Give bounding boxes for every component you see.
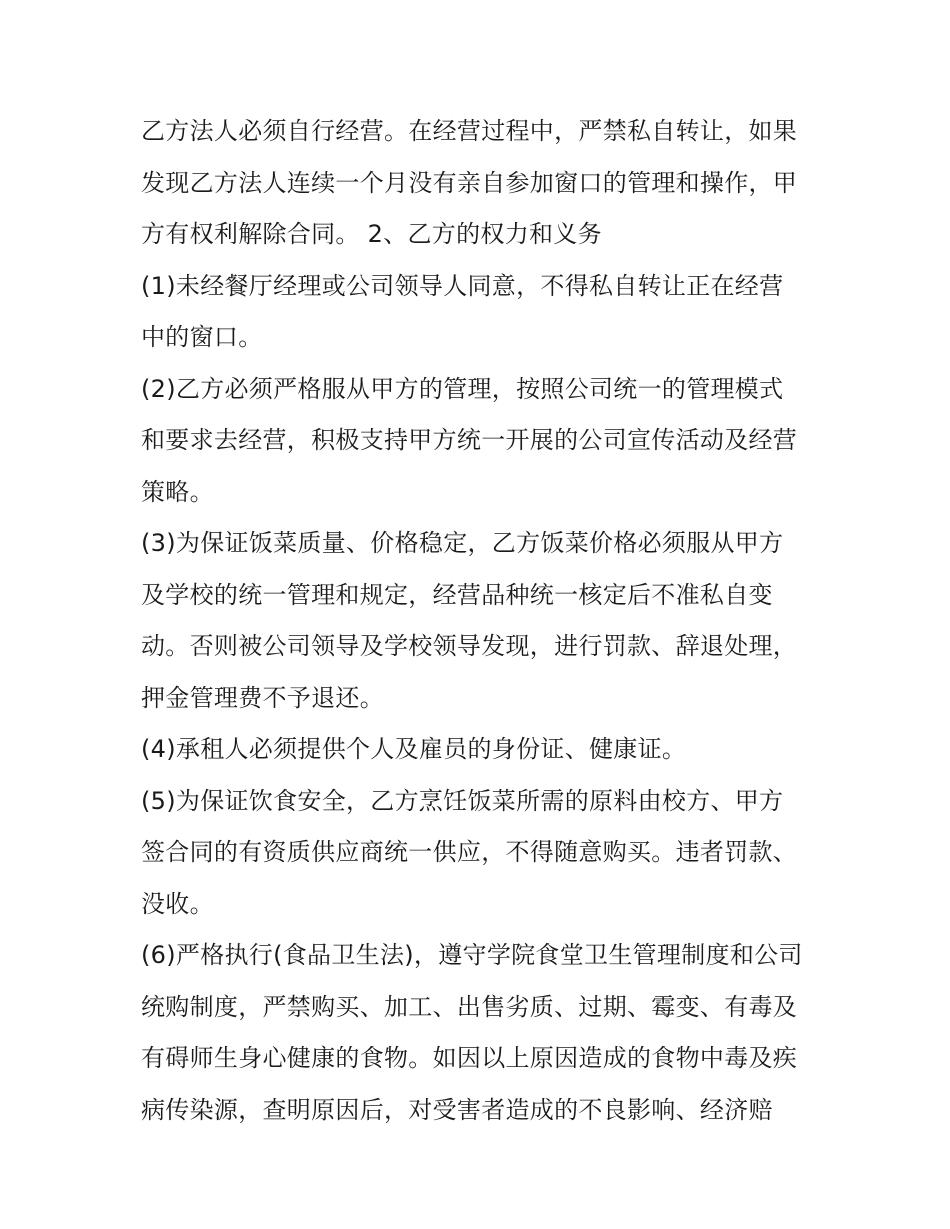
- text-line: 和要求去经营，积极支持甲方统一开展的公司宣传活动及经营: [141, 426, 798, 454]
- text-line: 中的窗口。: [141, 323, 263, 351]
- text-line: 押金管理费不予退还。: [141, 683, 384, 712]
- text-line: 统购制度，严禁购买、加工、出售劣质、过期、霉变、有毒及: [141, 992, 798, 1021]
- text-line: (4)承租人必须提供个人及雇员的身份证、健康证。: [141, 735, 687, 763]
- text-line: 病传染源，查明原因后，对受害者造成的不良影响、经济赔: [141, 1095, 773, 1124]
- text-line: 没收。: [141, 889, 214, 918]
- text-line: (2)乙方必须严格服从甲方的管理，按照公司统一的管理模式: [141, 374, 784, 403]
- text-line: 乙方法人必须自行经营。在经营过程中，严禁私自转让，如果: [141, 117, 798, 145]
- text-line: (5)为保证饮食安全，乙方烹饪饭菜所需的原料由校方、甲方: [141, 786, 784, 815]
- text-line: 发现乙方法人连续一个月没有亲自参加窗口的管理和操作，甲: [141, 168, 798, 197]
- text-line: 策略。: [141, 477, 214, 506]
- text-line: 签合同的有资质供应商统一供应，不得随意购买。违者罚款、: [141, 838, 798, 866]
- document-body: [141, 106, 821, 1136]
- text-line: (1)未经餐厅经理或公司领导人同意，不得私自转让正在经营: [141, 271, 784, 300]
- text-line: 方有权利解除合同。 2、乙方的权力和义务: [141, 220, 602, 248]
- text-line: 及学校的统一管理和规定，经营品种统一核定后不准私自变: [141, 580, 773, 609]
- text-line: (3)为保证饭菜质量、价格稳定，乙方饭菜价格必须服从甲方: [141, 529, 784, 557]
- text-line: (6)严格执行(食品卫生法)，遵守学院食堂卫生管理制度和公司: [141, 941, 803, 969]
- text-line: 有碍师生身心健康的食物。如因以上原因造成的食物中毒及疾: [141, 1044, 798, 1072]
- text-line: 动。否则被公司领导及学校领导发现，进行罚款、辞退处理，: [141, 632, 798, 660]
